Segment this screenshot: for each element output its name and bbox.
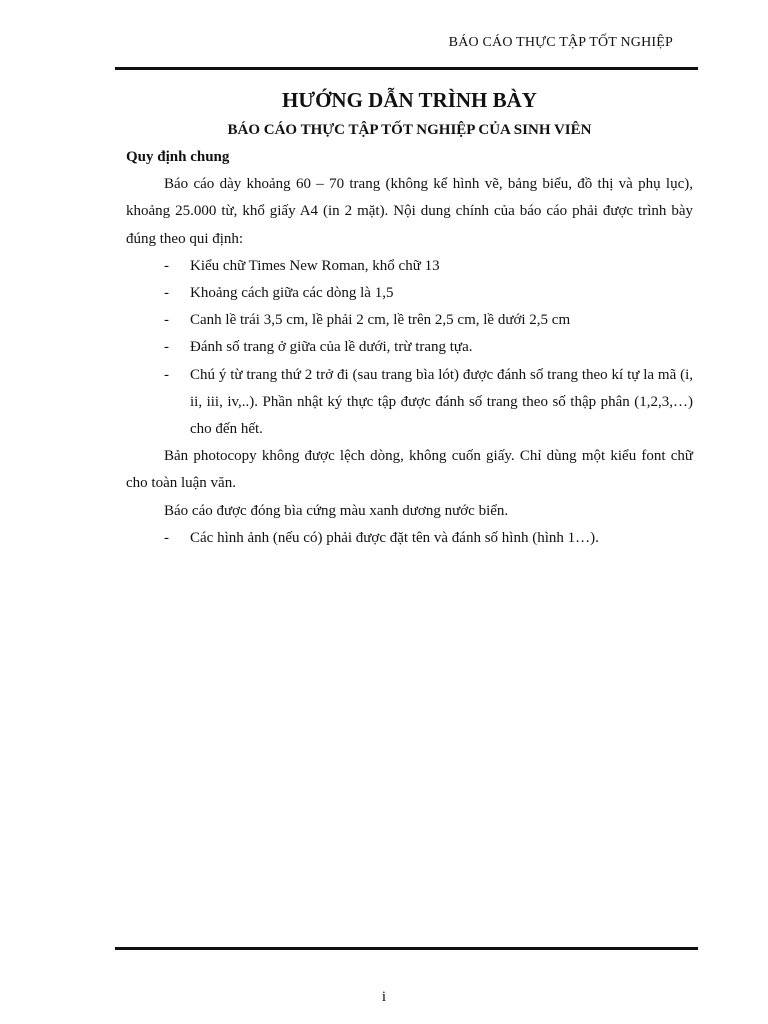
- page-body: [126, 84, 693, 552]
- list-marker: -: [164, 339, 169, 356]
- section-heading: Quy định chung: [126, 149, 230, 165]
- list-item-text: Khoảng cách giữa các dòng là 1,5: [190, 285, 394, 302]
- list-marker: -: [164, 529, 169, 546]
- list-item: [126, 334, 693, 361]
- running-header: BÁO CÁO THỰC TẬP TỐT NGHIỆP: [448, 35, 673, 50]
- list-item-text: Kiểu chữ Times New Roman, khổ chữ 13: [190, 257, 440, 274]
- image-rule-list: [126, 525, 693, 552]
- list-item: [126, 280, 693, 307]
- list-item: [126, 253, 693, 280]
- list-item-text: Chú ý từ trang thứ 2 trở đi (sau trang bìa lót) được đánh số trang theo kí tự la mã (i, ii, iii, iv,..). Phần nhật ký thực tập được đánh số trang theo số thập phân (1,2,3,…) cho đến hết.: [190, 366, 693, 438]
- list-item: [126, 307, 693, 334]
- list-item-text: Các hình ảnh (nếu có) phải được đặt tên và đánh số hình (hình 1…).: [190, 529, 599, 546]
- formatting-rules-list: [126, 253, 693, 443]
- page-number: i: [381, 989, 387, 1005]
- list-item: [126, 525, 693, 552]
- footer-rule: [115, 947, 698, 950]
- list-item: [126, 362, 693, 444]
- list-marker: -: [164, 312, 169, 329]
- intro-paragraph: Báo cáo dày khoảng 60 – 70 trang (không kể hình vẽ, bảng biểu, đồ thị và phụ lục), khoảng 25.000 từ, khổ giấy A4 (in 2 mặt). Nội dung chính của báo cáo phải được trình bày đúng theo qui định:: [126, 176, 693, 247]
- list-marker: -: [164, 366, 169, 383]
- list-item-text: Canh lề trái 3,5 cm, lề phải 2 cm, lề trên 2,5 cm, lề dưới 2,5 cm: [190, 312, 571, 329]
- list-marker: -: [164, 257, 169, 274]
- document-title: HƯỚNG DẪN TRÌNH BÀY: [282, 88, 537, 112]
- document-subtitle: BÁO CÁO THỰC TẬP TỐT NGHIỆP CỦA SINH VIÊN: [227, 122, 592, 138]
- photocopy-paragraph: Bản photocopy không được lệch dòng, không cuốn giấy. Chỉ dùng một kiểu font chữ cho toàn luận văn.: [126, 448, 693, 492]
- binding-paragraph: Báo cáo được đóng bìa cứng màu xanh dương nước biển.: [164, 502, 509, 519]
- header-rule: [115, 67, 698, 70]
- list-marker: -: [164, 285, 169, 302]
- list-item-text: Đánh số trang ở giữa của lề dưới, trừ trang tựa.: [190, 339, 473, 356]
